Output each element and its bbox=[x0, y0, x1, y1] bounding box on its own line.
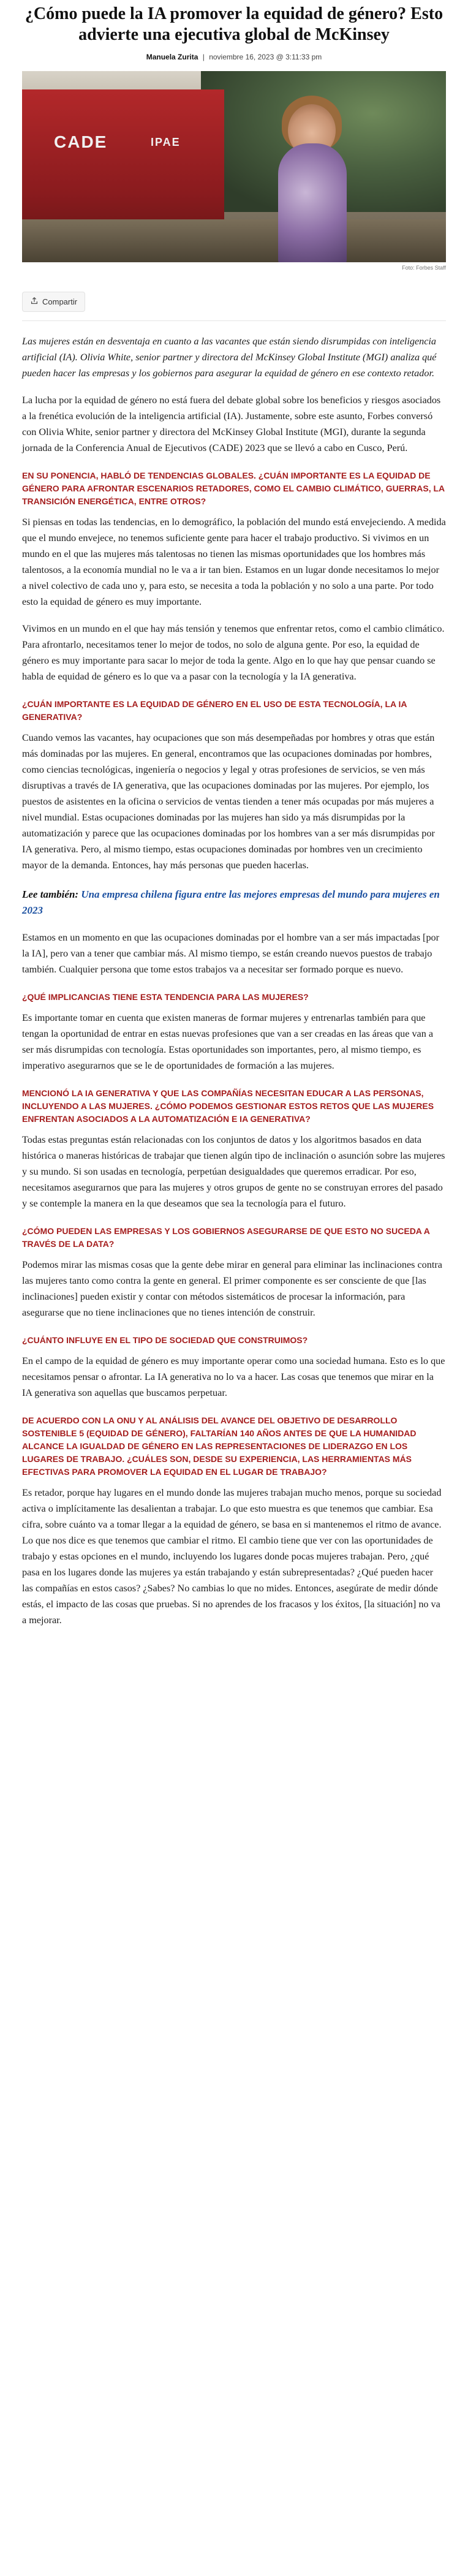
article-title: ¿Cómo puede la IA promover la equidad de género? Esto advierte una ejecutiva global de McKinsey bbox=[25, 4, 443, 44]
answer-5: Podemos mirar las mismas cosas que la gente debe mirar en general para eliminar las inclinaciones contra las mujeres tanto como contra la gente en general. El primer componente es ser consciente de que [las inclinaciones] pueden existir y contar con métodos sistemáticos de procesar la información, para asegurarse que no tiene inclinaciones que no tienes intención de construir. bbox=[22, 1259, 442, 1318]
question-1: EN SU PONENCIA, HABLÓ DE TENDENCIAS GLOBALES. ¿CUÁN IMPORTANTE ES LA EQUIDAD DE GÉNERO PARA AFRONTAR ESCENARIOS RETADORES, COMO EL CAMBIO CLIMÁTICO, GUERRAS, LA TRANSICIÓN ENERGÉTICA, ENTRE OTROS? bbox=[22, 471, 445, 506]
byline-separator: | bbox=[202, 53, 205, 61]
share-label: Compartir bbox=[42, 297, 78, 306]
question-6: ¿CUÁNTO INFLUYE EN EL TIPO DE SOCIEDAD QUE CONSTRUIMOS? bbox=[22, 1335, 308, 1345]
answer-1-p2: Vivimos en un mundo en el que hay más tensión y tenemos que enfrentar retos, como el cambio climático. Para afrontarlo, necesitamos tener lo mejor de todos, no solo de alguna gente. Por eso, la equidad de género es muy importante para sacar lo mejor de toda la gente. Algo en lo que hay que pensar cuando se habla de equidad de género es lo que va a pasar con la tecnología y la IA generativa. bbox=[22, 623, 445, 682]
answer-3: Es importante tomar en cuenta que existen maneras de formar mujeres y entrenarlas también para que tengan la oportunidad de entrar en estas nuevas profesiones que van a ser creadas en las áreas que van a ser más disrumpidas con tecnología. Estas oportunidades son importantes, pero, al mismo tiempo, es imperativo asegurarnos que se le de oportunidades de formación a las mujeres. bbox=[22, 1012, 434, 1071]
photo-credit: Foto: Forbes Staff bbox=[402, 265, 446, 271]
question-3: ¿QUÉ IMPLICANCIAS TIENE ESTA TENDENCIA PARA LAS MUJERES? bbox=[22, 992, 309, 1002]
hero-sign-cade: CADE bbox=[54, 132, 108, 151]
answer-2-p2: Estamos en un momento en que las ocupaciones dominadas por el hombre van a ser más impactadas [por la IA], pero van a tener que cambiar más. Al mismo tiempo, se están creando nuevos puestos de trabajo también. Cualquier persona que tome estos trabajos va a necesitar ser formado porque es nuevo. bbox=[22, 932, 440, 975]
hero-person-body bbox=[278, 143, 347, 262]
hero-image bbox=[22, 71, 446, 262]
hero-sign-ipae: IPAE bbox=[151, 136, 181, 148]
hero-ground bbox=[22, 219, 446, 262]
question-2: ¿CUÁN IMPORTANTE ES LA EQUIDAD DE GÉNERO EN EL USO DE ESTA TECNOLOGÍA, LA IA GENERATIVA? bbox=[22, 699, 407, 722]
question-5: ¿CÓMO PUEDEN LAS EMPRESAS Y LOS GOBIERNOS ASEGURARSE DE QUE ESTO NO SUCEDA A TRAVÉS DE LA DATA? bbox=[22, 1226, 430, 1249]
article-lede: Las mujeres están en desventaja en cuanto a las vacantes que están siendo disrumpidas con inteligencia artificial (IA). Olivia White, senior partner y directora del McKinsey Global Institute (MGI) analiza qué pueden hacer las empresas y los gobiernos para asegurar la equidad de género en ese contexto retador. bbox=[22, 336, 437, 379]
answer-2: Cuando vemos las vacantes, hay ocupaciones que son más desempeñadas por hombres y otras que están más dominadas por las mujeres. En general, encontramos que las ocupaciones dominadas por hombres, como ciencias tecnológicas, ingeniería o negocios y legal y otras profesiones de servicios, se ven más disruptivas a través de IA generativa, que las ocupaciones dominadas por las mujeres. Por ejemplo, los puestos de asistentes en la oficina o servicios de ventas tienden a tener más ocupadas por más mujeres a nivel mundial. Estas ocupaciones dominadas por las mujeres han sido ya más disrumpidas por la automatización y parece que las ocupaciones dominadas por los hombres van a ser más disrumpidas por IA generativa. Pero, al mismo tiempo, estas ocupaciones dominadas por hombres ven un crecimiento mayor de la demanda. Entonces, hay más personas que pueden hacerlas. bbox=[22, 732, 435, 871]
share-button[interactable] bbox=[22, 292, 85, 312]
share-icon bbox=[30, 297, 39, 307]
answer-7: Es retador, porque hay lugares en el mundo donde las mujeres trabajan mucho menos, porque su sociedad activa o implícitamente las desalientan a trabajar. Lo que esto muestra es que tenemos que cambiar. Esa cifra, sobre cuánto va a tomar llegar a la equidad de género, se basa en si mantenemos el ritmo de avance. Lo que nos dice es que tenemos que cambiar el ritmo. El cambio tiene que ver con las oportunidades de trabajo y estas opciones en el mundo, incluyendo los lugares donde pocas mujeres trabajan. Pero, ¿qué pasa en los lugares donde las mujeres ya están trabajando y están subrepresentadas? ¿Qué pueden hacer las compañías en estos casos? ¿Sabes? No cambias lo que no mides. Entonces, asegúrate de medir dónde estás, el impacto de las cosas que pruebas. Si no aprendes de los fracasos y los éxitos, [la situación] no va a mejorar. bbox=[22, 1487, 442, 1626]
read-also bbox=[22, 887, 446, 919]
question-7: DE ACUERDO CON LA ONU Y AL ANÁLISIS DEL AVANCE DEL OBJETIVO DE DESARROLLO SOSTENIBLE 5 (EQUIDAD DE GÉNERO), FALTARÍAN 140 AÑOS ANTES DE QUE LA HUMANIDAD ALCANCE LA IGUALDAD DE GÉNERO EN LAS REPRESENTACIONES DE LIDERAZGO EN LOS LUGARES DE TRABAJO. ¿CUÁLES SON, DESDE SU EXPERIENCIA, LAS HERRAMIENTAS MÁS EFECTIVAS PARA PROMOVER LA EQUIDAD EN EL LUGAR DE TRABAJO? bbox=[22, 1415, 417, 1477]
divider bbox=[22, 320, 446, 321]
answer-6: En el campo de la equidad de género es muy importante operar como una sociedad humana. Esto es lo que necesitamos pensar o afrontar. La IA generativa no lo va a hacer. Las cosas que tenemos que mirar en la IA generativa son aquellas que buscamos perpetuar. bbox=[22, 1355, 445, 1398]
paragraph-intro: La lucha por la equidad de género no está fuera del debate global sobre los beneficios y riesgos asociados a la frenética evolución de la inteligencia artificial (IA). Justamente, sobre este asunto, Forbes conversó con Olivia White, senior partner y directora del McKinsey Global Institute (MGI), durante la segunda jornada de la Conferencia Anual de Ejecutivos (CADE) 2023 que se llevó a cabo en Cusco, Perú. bbox=[22, 395, 441, 453]
author-name[interactable]: Manuela Zurita bbox=[146, 53, 198, 61]
byline bbox=[22, 53, 446, 61]
read-also-label: Lee también: bbox=[22, 888, 79, 900]
answer-4: Todas estas preguntas están relacionadas con los conjuntos de datos y los algoritmos basados en data histórica o maneras históricas de trabajar que tienen algún tipo de inclinación o asunción sobre las mujeres y su mundo. Si son usadas en tecnología, perpetúan desigualdades que queremos erradicar. Por eso, necesitamos asegurarnos que para las mujeres y otros grupos de gente no se construyan errores del pasado y se contemple la manera en la que deseamos que sea la tecnología para el futuro. bbox=[22, 1134, 445, 1209]
publish-date: noviembre 16, 2023 @ 3:11:33 pm bbox=[209, 53, 322, 61]
answer-1-p1: Si piensas en todas las tendencias, en lo demográfico, la población del mundo está envejeciendo. A medida que el mundo envejece, no tenemos suficiente gente para hacer el trabajo productivo. Si vivimos en un mundo en el que las mujeres más talentosas no tienen las mismas oportunidades que los hombres más talentosos, a la economía mundial no le va a ir tan bien. Estamos en un lugar donde necesitamos lo mejor a nivel colectivo de cada uno y, para esto, se necesita a toda la población y no solo a una parte. Por todo esto la equidad de género es muy importante. bbox=[22, 517, 446, 607]
read-also-link[interactable]: Una empresa chilena figura entre las mejores empresas del mundo para mujeres en 2023 bbox=[22, 888, 440, 916]
question-4: MENCIONÓ LA IA GENERATIVA Y QUE LAS COMPAÑÍAS NECESITAN EDUCAR A LAS PERSONAS, INCLUYENDO A LAS MUJERES. ¿CÓMO PODEMOS GESTIONAR ESTOS RETOS QUE LAS MUJERES ENFRENTAN ASOCIADOS A LA AUTOMATIZACIÓN E IA GENERATIVA? bbox=[22, 1088, 434, 1124]
